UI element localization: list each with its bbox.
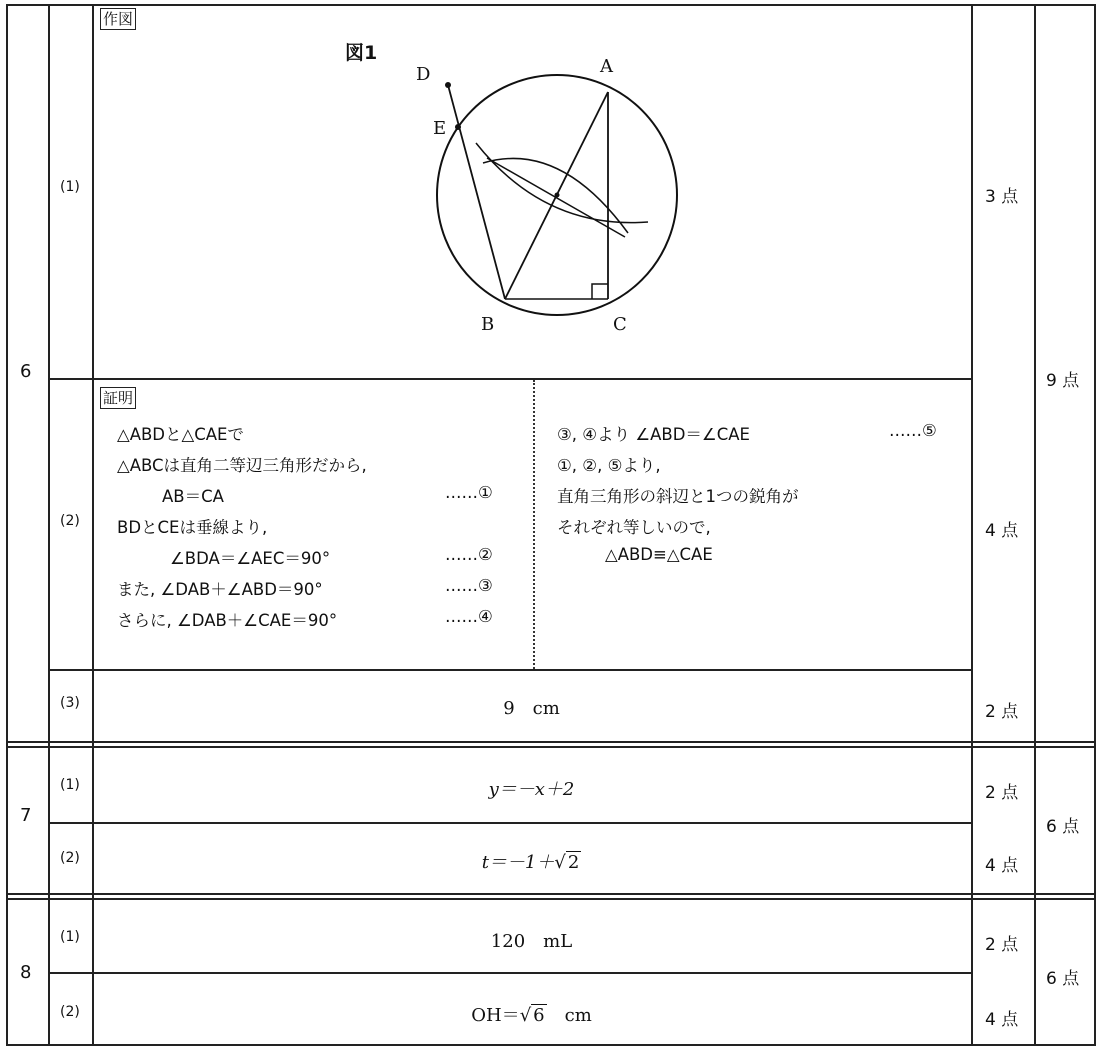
construction-figure [0, 0, 1100, 380]
answer-6-3: 9 cm [503, 698, 560, 719]
label-b: B [481, 314, 495, 335]
proof-line: 直角三角形の斜辺と1つの鋭角が [557, 487, 799, 506]
equation-mark: ……② [445, 545, 493, 564]
right-angle-mark [592, 284, 608, 299]
label-a: A [600, 56, 613, 77]
equation-mark: ……④ [445, 607, 493, 626]
proof-line: それぞれ等しいので, [557, 518, 711, 537]
answer-8-1: 120 mL [490, 931, 573, 952]
question-number-6: 6 [20, 361, 32, 382]
label-c: C [613, 314, 627, 335]
equation-mark: ……① [445, 483, 493, 502]
points-7-1: 2 点 [985, 783, 1019, 803]
proof-line: △ABD≡△CAE [605, 545, 713, 564]
proof-line: ①, ②, ⑤より, [557, 456, 661, 475]
sqrt-symbol: √ [519, 1005, 532, 1026]
points-6-3: 2 点 [985, 702, 1019, 722]
proof-line: ③, ④より ∠ABD＝∠CAE [557, 425, 750, 444]
question-number-7: 7 [20, 805, 32, 826]
answer-7-2-prefix: t＝－1＋ [481, 852, 555, 873]
subquestion-label-7-2: (2) [60, 850, 80, 866]
points-8-1: 2 点 [985, 935, 1019, 955]
subquestion-label-8-2: (2) [60, 1004, 80, 1020]
figure-title: 図1 [345, 42, 378, 64]
proof-line: △ABDと△CAEで [117, 425, 244, 444]
proof-line: AB＝CA [162, 487, 224, 506]
answer-8-2-prefix: OH＝ [471, 1005, 520, 1026]
proof-line: ∠BDA＝∠AEC＝90° [170, 549, 331, 568]
subquestion-label-6-3: (3) [60, 695, 80, 711]
answer-7-1: y＝－x＋2 [488, 779, 575, 800]
point-e [455, 124, 461, 130]
total-points-6: 9 点 [1046, 371, 1080, 391]
construction-tag: 作図 [100, 8, 136, 30]
points-7-2: 4 点 [985, 856, 1019, 876]
total-points-7: 6 点 [1046, 817, 1080, 837]
answer-7-2 [92, 848, 971, 874]
equation-mark: ……③ [445, 576, 493, 595]
proof-line: また, ∠DAB＋∠ABD＝90° [117, 580, 323, 599]
points-8-2: 4 点 [985, 1010, 1019, 1030]
label-e: E [433, 118, 447, 139]
total-points-8: 6 点 [1046, 969, 1080, 989]
answer-8-2-radicand: 6 [533, 1005, 545, 1026]
subquestion-label-8-1: (1) [60, 929, 80, 945]
answer-7-2-radicand: 2 [567, 852, 580, 873]
subquestion-label-6-2: (2) [60, 513, 80, 529]
proof-line: △ABCは直角二等辺三角形だから, [117, 456, 367, 475]
label-d: D [416, 64, 431, 85]
answer-8-2-unit: cm [564, 1005, 592, 1026]
proof-line: BDとCEは垂線より, [117, 518, 268, 537]
points-6-2: 4 点 [985, 521, 1019, 541]
points-6-1: 3 点 [985, 187, 1019, 207]
point-d [445, 82, 451, 88]
question-number-8: 8 [20, 962, 32, 983]
perpendicular-bisector [487, 158, 625, 237]
proof-tag: 証明 [100, 387, 136, 409]
subquestion-label-7-1: (1) [60, 777, 80, 793]
sqrt-symbol: √ [554, 852, 566, 873]
segment-bd [448, 85, 505, 299]
center-point [555, 193, 560, 198]
equation-mark: ……⑤ [889, 421, 937, 440]
subquestion-label-6-1: (1) [60, 179, 80, 195]
proof-line: さらに, ∠DAB＋∠CAE＝90° [117, 611, 338, 630]
answer-8-2 [92, 1001, 971, 1027]
